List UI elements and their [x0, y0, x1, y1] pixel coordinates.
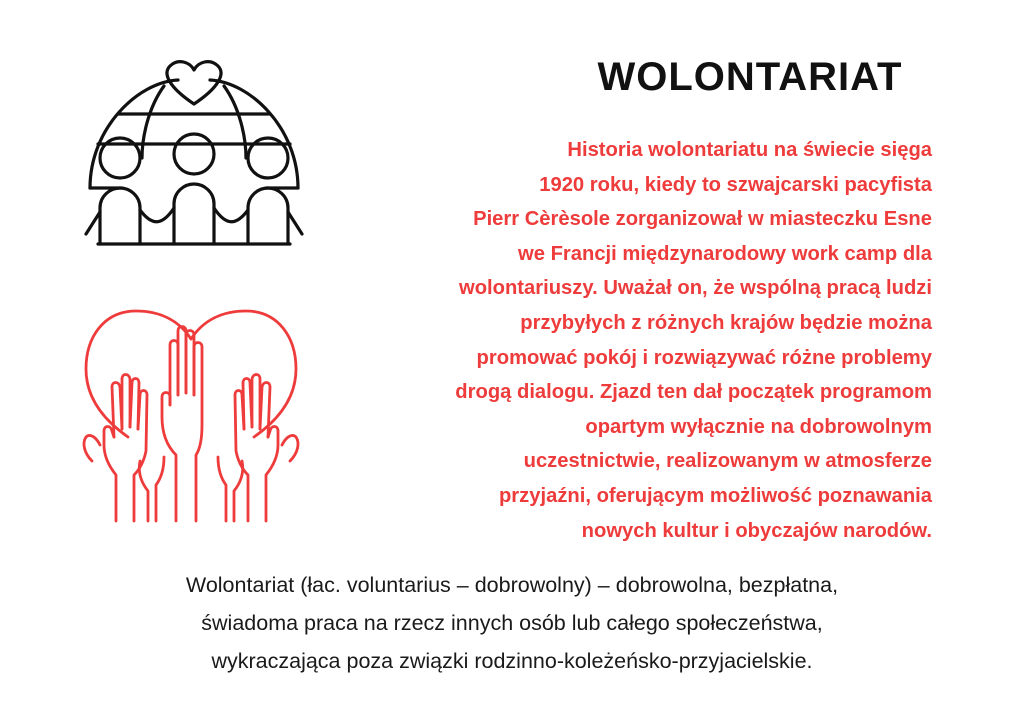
history-line: przybyłych z różnych krajów będzie można	[520, 311, 932, 334]
heart-hands-icon	[78, 305, 304, 523]
definition-line: Wolontariat (łac. voluntarius – dobrowolny) – dobrowolna, bezpłatna,	[185, 573, 839, 597]
history-line: drogą dialogu. Zjazd ten dał początek programom	[455, 381, 932, 404]
history-line: 1920 roku, kiedy to szwajcarski pacyfista	[539, 173, 932, 196]
history-line: wolontariuszy. Uważał on, że wspólną pracą ludzi	[459, 277, 932, 300]
globe-people-heart-icon	[78, 58, 310, 258]
history-paragraph	[320, 133, 932, 548]
history-line: uczestnictwie, realizowanym w atmosferze	[523, 450, 932, 473]
definition-line: wykraczająca poza związki rodzinno-koleżeńsko-przyjacielskie.	[211, 649, 813, 673]
history-line: Pierr Cèrèsole zorganizował w miasteczku Esne	[473, 208, 932, 231]
page-title: WOLONTARIAT	[597, 55, 903, 99]
definition-line: świadoma praca na rzecz innych osób lub całego społeczeństwa,	[201, 611, 823, 635]
history-line: opartym wyłącznie na dobrowolnym	[585, 415, 932, 438]
history-line: promować pokój i rozwiązywać różne problemy	[476, 346, 932, 369]
history-line: Historia wolontariatu na świecie sięga	[567, 139, 932, 161]
history-line: nowych kultur i obyczajów narodów.	[581, 519, 932, 542]
history-line: przyjaźni, oferującym możliwość poznawania	[498, 484, 932, 507]
definition-paragraph	[30, 566, 994, 680]
history-line: we Francji międzynarodowy work camp dla	[518, 242, 932, 265]
